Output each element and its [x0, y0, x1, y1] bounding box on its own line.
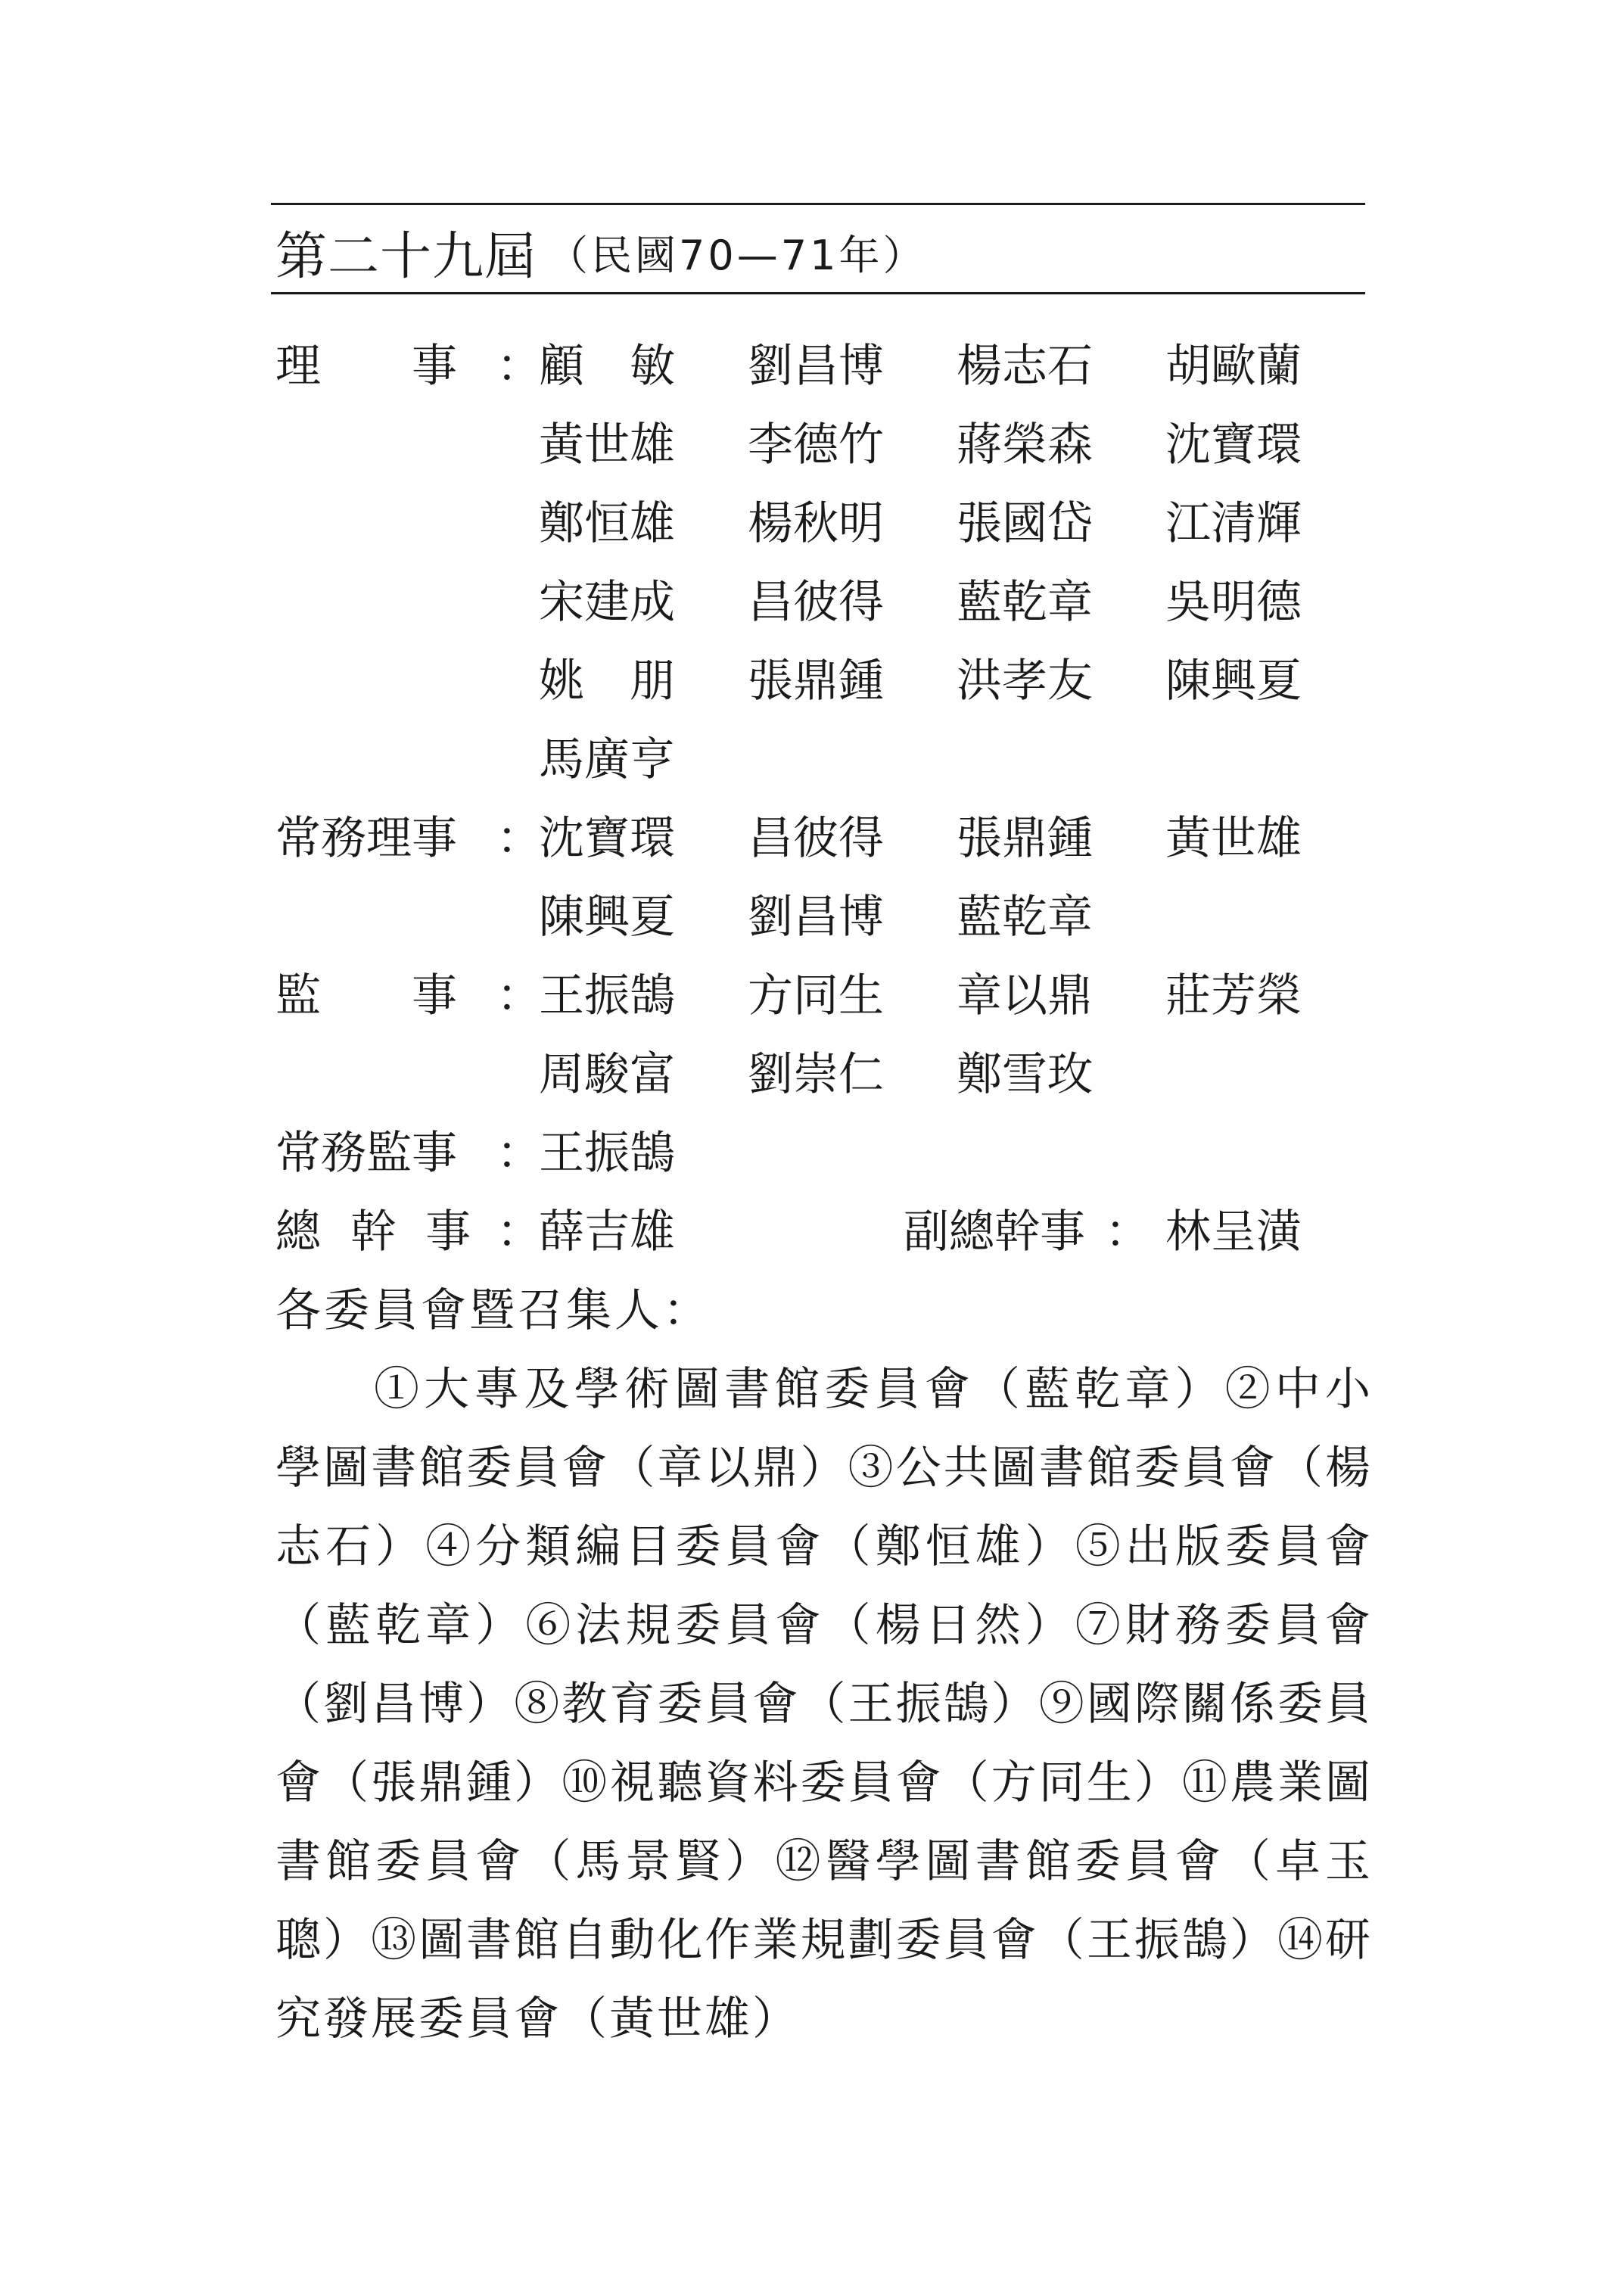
standing-director-name: 沈寶環	[539, 812, 675, 865]
director-name: 李德竹	[748, 418, 884, 471]
director-name: 胡歐蘭	[1165, 340, 1302, 393]
standing-director-name: 藍乾章	[957, 891, 1093, 944]
director-name: 楊秋明	[748, 497, 884, 550]
standing-director-name: 昌彼得	[748, 812, 884, 865]
director-name: 劉昌博	[748, 340, 884, 393]
deputy-secretary-colon: ：	[1105, 1206, 1150, 1258]
director-name: 顧 敏	[539, 340, 675, 393]
director-name: 洪孝友	[957, 655, 1093, 708]
header-bottom-rule	[271, 292, 1365, 294]
secretary-general-colon: ：	[496, 1206, 542, 1258]
standing-director-name: 劉昌博	[748, 891, 884, 944]
directors-label: 理 事	[275, 340, 457, 393]
standing-director-name: 黃世雄	[1165, 812, 1302, 865]
standing-director-name: 張鼎鍾	[957, 812, 1093, 865]
director-name: 張鼎鍾	[748, 655, 884, 708]
standing-supervisor-label: 常務監事	[275, 1127, 457, 1180]
director-name: 沈寶環	[1165, 418, 1302, 471]
director-name: 昌彼得	[748, 576, 884, 629]
director-name: 江清輝	[1165, 497, 1302, 550]
supervisors-label: 監 事	[275, 969, 457, 1022]
supervisor-name: 章以鼎	[957, 969, 1093, 1022]
header-top-rule	[271, 203, 1365, 205]
committees-list: ①大專及學術圖書館委員會（藍乾章）②中小學圖書館委員會（章以鼎）③公共圖書館委員會（楊志石）④分類編目委員會（鄭恒雄）⑤出版委員會（藍乾章）⑥法規委員會（楊日然）⑦財務委員會（劉昌博）⑧教育委員會（王振鵠）⑨國際關係委員會（張鼎鍾）⑩視聽資料委員會（方同生）⑪農業圖書館委員會（馬景賢）⑫醫學圖書館委員會（卓玉聰）⑬圖書館自動化作業規劃委員會（王振鵠）⑭研究發展委員會（黃世雄）	[275, 1363, 1373, 2046]
supervisor-name: 周駿富	[539, 1048, 675, 1101]
deputy-secretary-name: 林呈潢	[1165, 1206, 1302, 1258]
director-name: 吳明德	[1165, 576, 1302, 629]
directors-colon: ：	[496, 340, 542, 393]
standing-directors-colon: ：	[496, 812, 542, 865]
session-title: 第二十九屆	[275, 226, 537, 287]
director-name: 藍乾章	[957, 576, 1093, 629]
director-name: 蔣榮森	[957, 418, 1093, 471]
standing-supervisor-name: 王振鵠	[539, 1127, 675, 1180]
supervisor-name: 劉崇仁	[748, 1048, 884, 1101]
supervisor-name: 莊芳榮	[1165, 969, 1302, 1022]
standing-supervisor-colon: ：	[496, 1127, 542, 1180]
standing-directors-label: 常務理事	[275, 812, 457, 865]
session-term: （民國70—71年）	[547, 231, 927, 279]
director-name: 楊志石	[957, 340, 1093, 393]
deputy-secretary-label: 副總幹事	[904, 1206, 1085, 1258]
secretary-general-name: 薛吉雄	[539, 1206, 675, 1258]
director-name: 黃世雄	[539, 418, 675, 471]
supervisor-name: 鄭雪玫	[957, 1048, 1093, 1101]
supervisor-name: 王振鵠	[539, 969, 675, 1022]
supervisors-colon: ：	[496, 969, 542, 1022]
supervisor-name: 方同生	[748, 969, 884, 1022]
committees-heading: 各委員會暨召集人：	[275, 1284, 711, 1337]
director-name: 宋建成	[539, 576, 675, 629]
standing-director-name: 陳興夏	[539, 891, 675, 944]
director-name: 鄭恒雄	[539, 497, 675, 550]
director-name: 姚 朋	[539, 655, 675, 708]
director-name: 張國岱	[957, 497, 1093, 550]
director-name: 陳興夏	[1165, 655, 1302, 708]
secretary-general-label: 總 幹 事	[275, 1206, 471, 1258]
page-title	[275, 214, 926, 290]
director-name: 馬廣亨	[539, 733, 675, 786]
